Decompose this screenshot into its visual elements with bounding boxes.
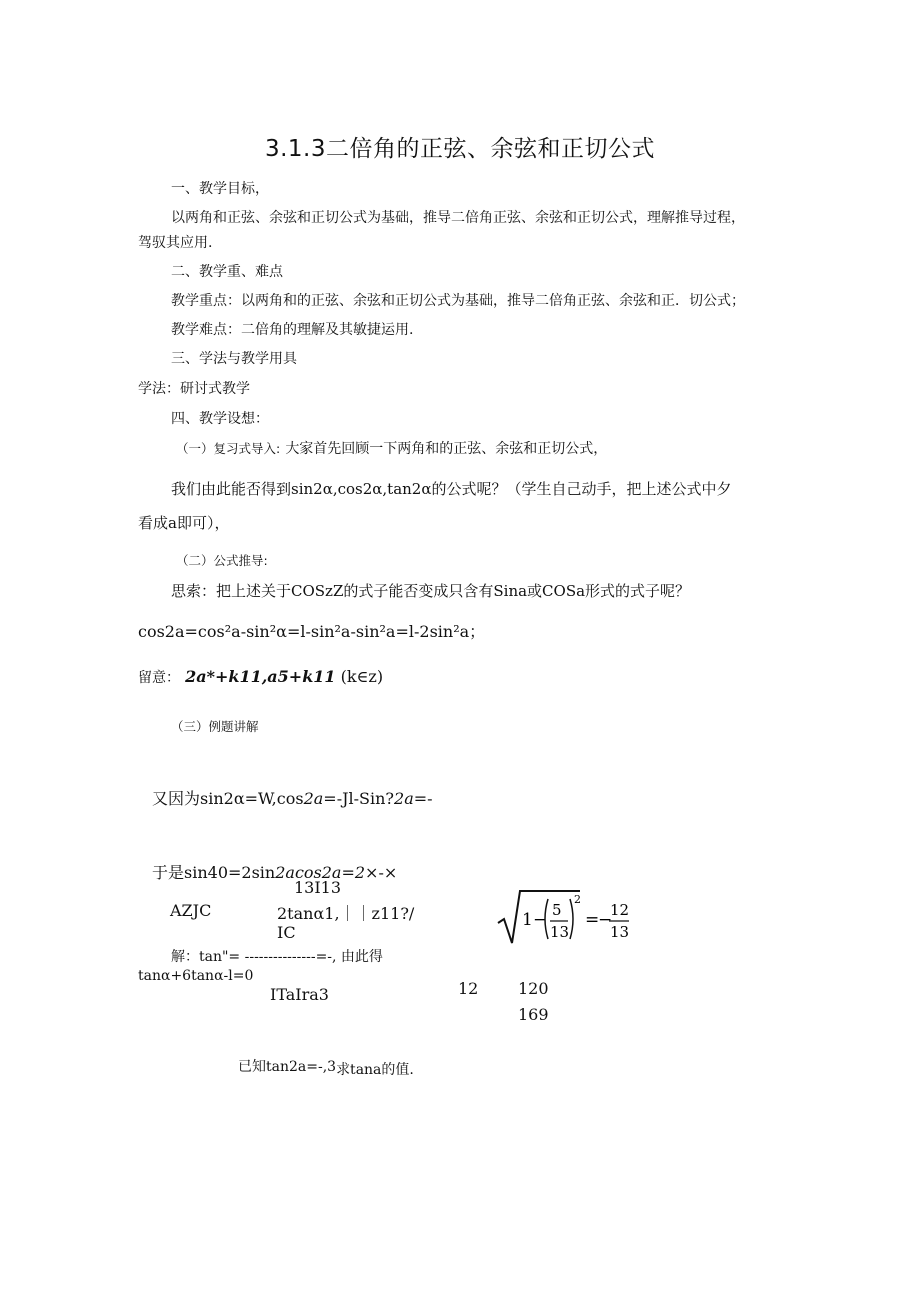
example-line-b: 于是sin40=2sin2acos2a=2×-× — [152, 863, 398, 882]
review-text: 大家首先回顾一下两角和的正弦、余弦和正切公式， — [285, 441, 608, 457]
section1-line2: 驾驭其应用. — [138, 235, 213, 251]
think-question: 思索：把上述关于COSzZ的式子能否变成只含有Sina或COSa形式的式子呢？ — [171, 582, 691, 600]
formula-minus: − — [533, 910, 548, 930]
formula-neg: − — [598, 910, 613, 930]
formula-num5: 5 — [552, 901, 562, 919]
ic-text: IC — [277, 923, 296, 942]
review-intro — [176, 438, 607, 458]
tan-row: 2tanα1,｜｜z11?/ — [277, 904, 415, 923]
sqrt-formula-image — [496, 887, 632, 947]
example-line-a: 又因为sin2α=W,cos2a=-Jl-Sin?2a=- — [152, 789, 433, 808]
solution-line: 解：tan"= ---------------=-, 由此得 — [171, 949, 383, 965]
derivation-label: （二）公式推导: — [176, 553, 268, 568]
note-label: 留意： — [138, 670, 180, 686]
azjc-text: AZJC — [170, 901, 212, 920]
review-label: （一）复习式导入: — [176, 441, 281, 456]
formula-den13b: 13 — [610, 923, 630, 941]
given-line: 已知tan2a=-,3求tana的值. — [238, 1059, 414, 1078]
section4-heading: 四、教学设想： — [171, 411, 269, 427]
section3-heading: 三、学法与教学用具 — [171, 351, 297, 367]
learning-method: 学法：研讨式教学 — [138, 381, 250, 397]
formula-exp2: 2 — [574, 893, 581, 906]
question-line2: 看成a即可）， — [138, 514, 230, 532]
page-title: 3.1.3二倍角的正弦、余弦和正切公式 — [264, 136, 656, 162]
examples-label: （三）例题讲解 — [171, 719, 259, 734]
cos-double-formula: cos2a=cos²a-sin²α=l-sin²a-sin²a=l-2sin²a； — [138, 622, 486, 641]
number-120: 120 — [518, 979, 549, 998]
fraction-numerator: 13I13 — [294, 878, 342, 897]
section1-line1: 以两角和正弦、余弦和正切公式为基础，推导二倍角正弦、余弦和正切公式，理解推导过程， — [171, 210, 745, 226]
key-point: 教学重点：以两角和的正弦、余弦和正切公式为基础，推导二倍角正弦、余弦和正．切公式； — [171, 293, 745, 309]
formula-one: 1 — [522, 910, 533, 930]
section1-heading: 一、教学目标， — [171, 181, 269, 197]
section2-heading: 二、教学重、难点 — [171, 264, 283, 280]
question-line1: 我们由此能否得到sin2α,cos2α,tan2α的公式呢？（学生自己动手，把上述公式中夕 — [171, 480, 732, 498]
number-12: 12 — [458, 979, 479, 998]
formula-den13: 13 — [550, 923, 570, 941]
note-tail: (k∈z) — [340, 667, 384, 686]
formula-num12: 12 — [610, 901, 630, 919]
difficult-point: 教学难点：二倍角的理解及其敏捷运用. — [171, 322, 414, 338]
itaira-text: ITaIra3 — [270, 985, 329, 1004]
formula-equals: = — [585, 910, 600, 930]
tan-equation: tanα+6tanα-l=0 — [138, 968, 254, 984]
note-formula: 2a*+k11,a5+k11 — [185, 667, 336, 686]
number-169: 169 — [518, 1005, 549, 1024]
right-paren — [570, 899, 573, 939]
note-line — [138, 667, 383, 687]
